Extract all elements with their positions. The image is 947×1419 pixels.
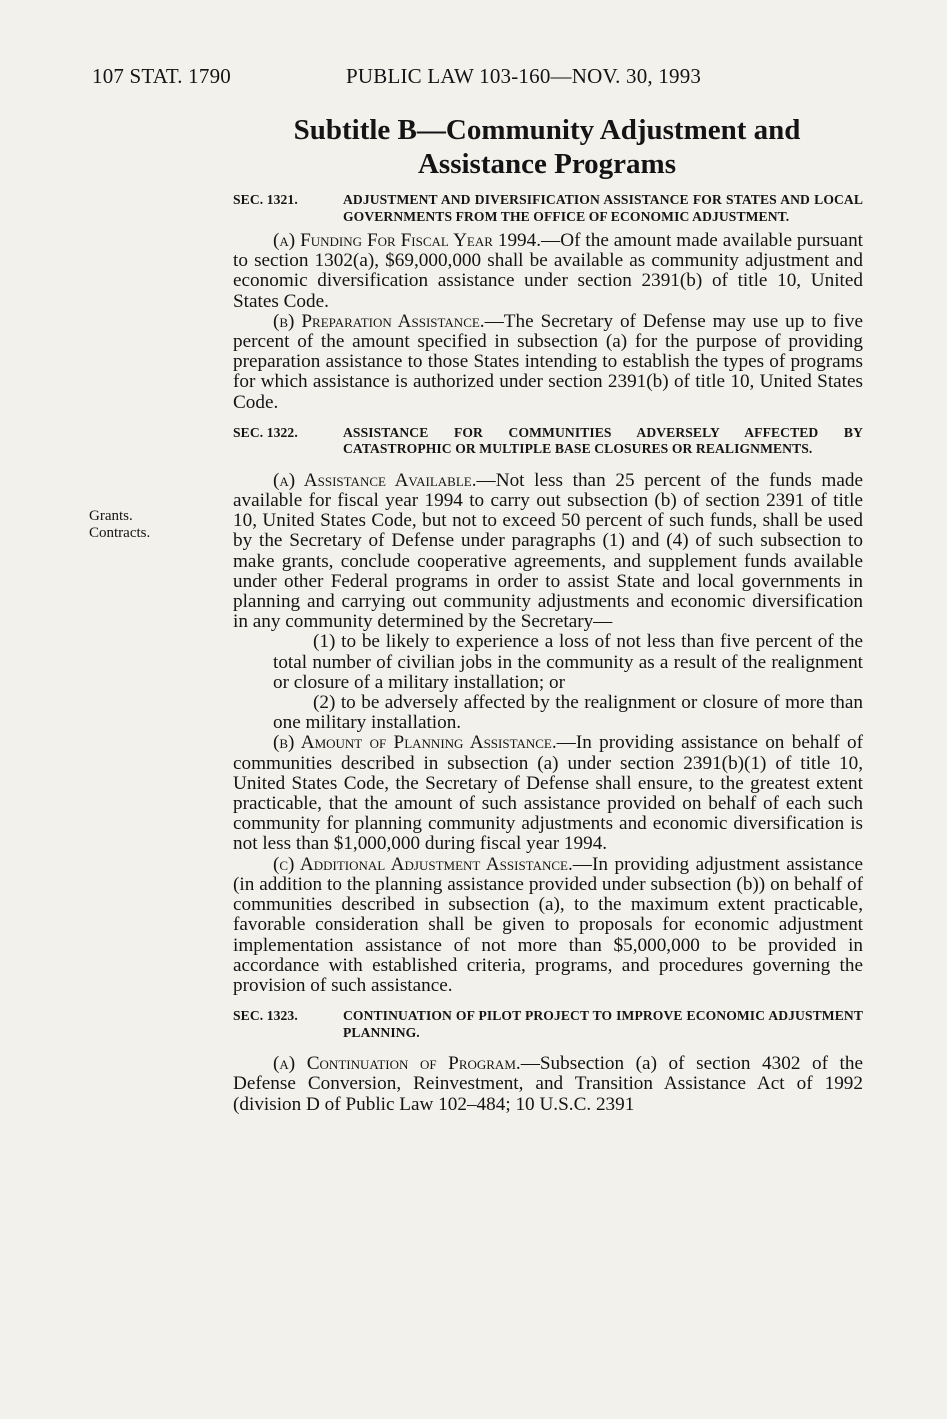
section-title: ASSISTANCE FOR COMMUNITIES ADVERSELY AFFECTED BY CATASTROPHIC OR MULTIPLE BASE CLOSURES OR REALIGNMENTS. [343, 424, 863, 457]
section-title: CONTINUATION OF PILOT PROJECT TO IMPROVE ECONOMIC ADJUSTMENT PLANNING. [343, 1008, 863, 1040]
section-1321-subsection-b [233, 312, 863, 413]
section-1322-subsection-c [233, 855, 863, 996]
subsection-text: —In providing assistance on behalf of communities described in subsection (a) under section 2391(b)(1) of title 10, United States Code, the Secretary of Defense shall ensure, to the greatest extent practicable, that the amount of such assistance provided on behalf of each such community for planning community adjustments and economic diversification is not less than $1,000,000 during fiscal year 1994. [233, 732, 863, 855]
subsection-label: (a) Continuation of Program. [273, 1053, 521, 1075]
subsection-label: (a) Assistance Available. [273, 469, 477, 491]
section-1323-subsection-a [233, 1054, 863, 1115]
stat-page-number: 107 STAT. 1790 [92, 64, 231, 88]
subsection-text: —In providing adjustment assistance (in addition to the planning assistance provided under subsection (b)) on behalf of communities described in subsection (a), to the maximum extent practicable, favorable consideration shall be given to proposals for economic adjustment implementation assistance of not more than $5,000,000 to be provided in accordance with established criteria, programs, and procedures governing the provision of such assistance. [233, 853, 863, 996]
section-1323-heading [233, 1008, 863, 1041]
section-1321-subsection-a [233, 231, 863, 312]
section-1322-subsection-a [233, 471, 863, 633]
subsection-label: (b) Preparation Assistance. [273, 310, 485, 332]
paragraph-2: (2) to be adversely affected by the realignment or closure of more than one military installation. [273, 692, 863, 734]
paragraph-1: (1) to be likely to experience a loss of not less than five percent of the total number of civilian jobs in the community as a result of the realignment or closure of a military installation; or [273, 631, 863, 693]
public-law-citation: PUBLIC LAW 103-160—NOV. 30, 1993 [346, 64, 702, 88]
subtitle-heading: Subtitle B—Community Adjustment and Assistance Programs [293, 114, 801, 180]
document-body [233, 192, 863, 1115]
subsection-text: —Of the amount made available pursuant to section 1302(a), $69,000,000 shall be available as community adjustment and economic diversification assistance under section 2391(b) of title 10, United States Code. [233, 230, 863, 312]
subsection-label: (c) Additional Adjustment Assistance. [273, 853, 573, 875]
section-number: SEC. 1321. [233, 192, 298, 207]
subsection-text: —Subsection (a) of section 4302 of the Defense Conversion, Reinvestment, and Transition Assistance Act of 1992 (division D of Public Law 102–484; 10 U.S.C. 2391 [233, 1053, 863, 1115]
section-title: ADJUSTMENT AND DIVERSIFICATION ASSISTANCE FOR STATES AND LOCAL GOVERNMENTS FROM THE OFFICE OF ECONOMIC ADJUSTMENT. [343, 192, 863, 224]
subsection-text: —Not less than 25 percent of the funds made available for fiscal year 1994 to carry out subsection (b) of section 2391 of title 10, United States Code, but not to exceed 50 percent of such funds, shall be used by the Secretary of Defense under paragraphs (1) and (4) of such subsection to make grants, conclude cooperative agreements, and supplement funds available under other Federal programs in order to assist State and local governments in planning and carrying out community adjustments and economic diversification in any community determined by the Secretary— [233, 469, 863, 633]
section-1322-subsection-b [233, 733, 863, 854]
subsection-label: (b) Amount of Planning Assistance. [273, 732, 557, 754]
subsection-label: (a) Funding For Fiscal Year 1994. [273, 230, 542, 251]
margin-note [89, 508, 150, 542]
section-1321-heading [233, 192, 863, 225]
section-1322-heading [233, 425, 863, 458]
section-number: SEC. 1322. [233, 424, 298, 440]
margin-note-grants: Grants. [89, 508, 133, 524]
subsection-text: —The Secretary of Defense may use up to five percent of the amount specified in subsection (a) for the purpose of providing preparation assistance to those States intending to establish the types of programs for which assistance is authorized under section 2391(b) of title 10, United States Code. [233, 310, 863, 413]
section-number: SEC. 1323. [233, 1008, 298, 1024]
margin-note-contracts: Contracts. [89, 525, 151, 541]
